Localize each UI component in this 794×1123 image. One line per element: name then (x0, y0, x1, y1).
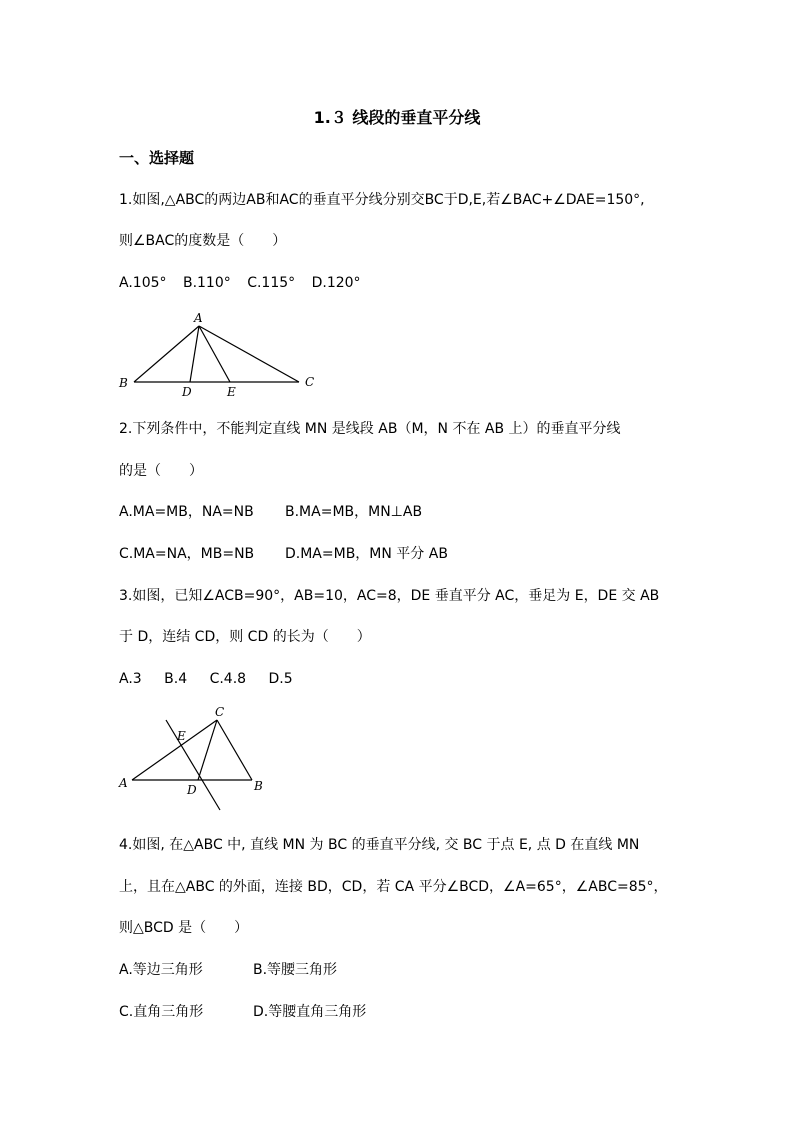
q2-line1: 2.下列条件中，不能判定直线 MN 是线段 AB（M，N 不在 AB 上）的垂直平分线 (119, 421, 621, 437)
q1-label-a: A (194, 311, 203, 325)
q1-option-a: A.105° (119, 275, 167, 291)
q4-option-d: D.等腰直角三角形 (253, 1004, 367, 1020)
q1-label-e: E (227, 385, 236, 399)
q4-option-c: C.直角三角形 (119, 1004, 204, 1020)
q3-segment-cb (217, 720, 252, 780)
q4-line3: 则△BCD 是（ ） (119, 920, 249, 936)
q3-line2: 于 D，连结 CD，则 CD 的长为（ ） (119, 629, 371, 645)
q3-segment-cd (198, 720, 217, 780)
q4-line2: 上，且在△ABC 的外面，连接 BD，CD，若 CA 平分∠BCD，∠A=65°，∠ABC=85°， (119, 879, 668, 895)
q1-line1: 1.如图,△ABC的两边AB和AC的垂直平分线分别交BC于D,E,若∠BAC+∠DAE=150°, (119, 192, 645, 208)
q1-options (119, 273, 361, 293)
page-title: 1.３ 线段的垂直平分线 (313, 108, 481, 127)
q3-segment-ac (132, 720, 217, 780)
q3-options (119, 669, 293, 689)
q1-label-d: D (182, 385, 192, 399)
q2-option-a: A.MA=MB，NA=NB (119, 504, 254, 520)
q4-option-b: B.等腰三角形 (253, 962, 338, 978)
q2-line2: 的是（ ） (119, 463, 203, 479)
q1-triangle-figure (112, 306, 322, 401)
q3-label-d: D (187, 783, 197, 797)
q4-line1: 4.如图, 在△ABC 中, 直线 MN 为 BC 的垂直平分线, 交 BC 于点 E, 点 D 在直线 MN (119, 837, 640, 853)
q3-label-a: A (119, 776, 128, 790)
q3-option-b: B.4 (164, 671, 188, 687)
q3-option-a: A.3 (119, 671, 142, 687)
q1-option-d: D.120° (311, 275, 361, 291)
q1-label-b: B (119, 376, 128, 390)
q2-options-row2 (119, 544, 448, 564)
q1-option-b: B.110° (182, 275, 231, 291)
q1-segment-ab (134, 326, 199, 382)
q2-options-row1 (119, 502, 422, 522)
q3-label-b: B (254, 779, 263, 793)
q3-option-c: C.4.8 (209, 671, 247, 687)
q2-option-c: C.MA=NA，MB=NB (119, 546, 255, 562)
q1-segment-ad (190, 326, 199, 382)
q1-line2: 则∠BAC的度数是（ ） (119, 233, 287, 249)
q3-label-c: C (215, 705, 225, 719)
q1-option-c: C.115° (247, 275, 296, 291)
q2-option-d: D.MA=MB，MN 平分 AB (285, 546, 448, 562)
q1-label-c: C (305, 375, 315, 389)
section-heading: 一、选择题 (119, 149, 195, 167)
q4-options-row2 (119, 1002, 366, 1022)
q4-option-a: A.等边三角形 (119, 962, 203, 978)
q3-line1: 3.如图，已知∠ACB=90°，AB=10，AC=8，DE 垂直平分 AC，垂足为 E，DE 交 AB (119, 588, 660, 604)
q3-option-d: D.5 (268, 671, 293, 687)
q2-option-b: B.MA=MB，MN⊥AB (285, 504, 423, 520)
q3-label-e: E (177, 729, 186, 743)
q3-triangle-figure (112, 700, 272, 815)
q4-options-row1 (119, 960, 337, 980)
